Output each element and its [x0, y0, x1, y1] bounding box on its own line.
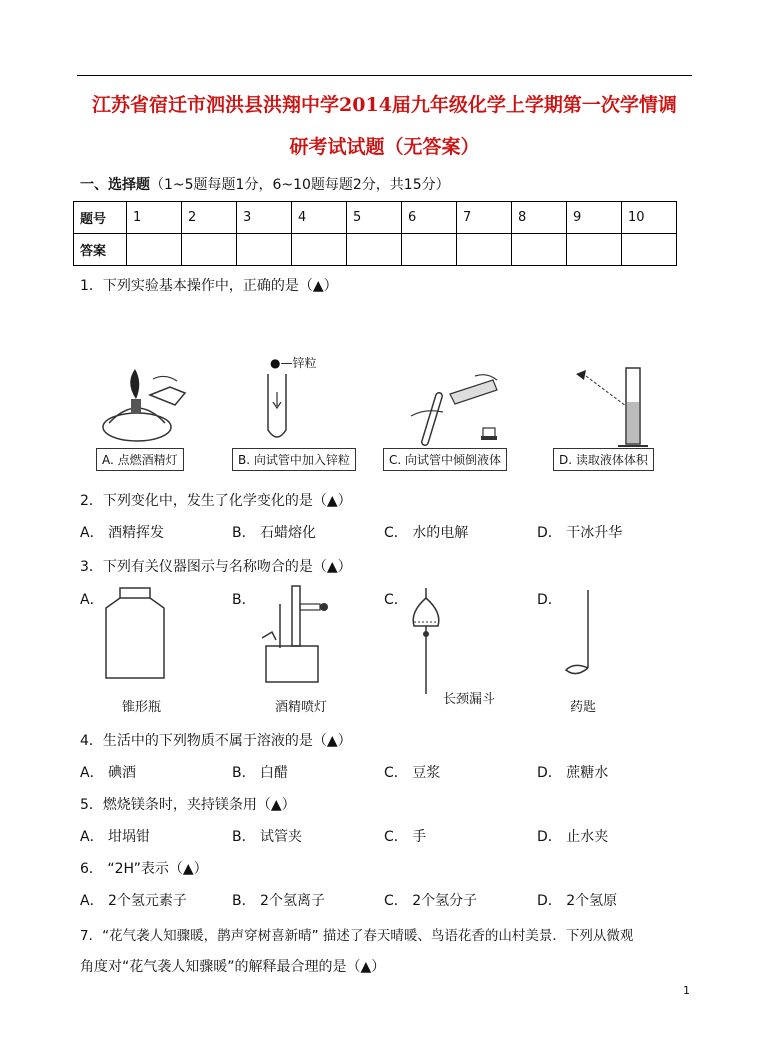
question-4-stem: 4．生活中的下列物质不属于溶液的是（▲）: [80, 733, 352, 749]
q3-name-a: 锥形瓶: [122, 700, 162, 715]
col-number: 7: [457, 202, 512, 234]
q3-letter-d: D．: [537, 592, 562, 608]
q2-option-d: D． 干冰升华: [537, 525, 623, 541]
answer-cell[interactable]: [567, 234, 622, 266]
question-7-stem-line-1: 7．“花气袭人知骤暖，鹊声穿树喜新晴” 描述了春天晴暖、鸟语花香的山村美景．下列从微观: [80, 928, 634, 944]
q4-option-b: B． 白醋: [232, 765, 289, 781]
q4-option-a: A． 碘酒: [80, 765, 137, 781]
test-tube-zinc-figure: [262, 372, 292, 444]
col-number: 3: [237, 202, 292, 234]
q4-option-d: D． 蔗糖水: [537, 765, 609, 781]
question-7-stem-line-2: 角度对“花气袭人知骤暖”的解释最合理的是（▲）: [80, 959, 386, 975]
zinc-label: ●—锌粒: [270, 356, 317, 370]
q3-name-d: 药匙: [570, 700, 597, 715]
question-6-stem: 6． “2H”表示（▲）: [80, 861, 208, 877]
col-number: 2: [182, 202, 237, 234]
q3-letter-b: B．: [232, 592, 256, 608]
alcohol-burner-figure: [258, 584, 334, 686]
col-number: 8: [512, 202, 567, 234]
answer-table: [73, 201, 677, 266]
pour-liquid-figure: [405, 372, 515, 450]
col-number: 5: [347, 202, 402, 234]
reagent-bottle-figure: [102, 586, 168, 682]
q6-option-a: A． 2个氢元素子: [80, 893, 187, 909]
col-number: 9: [567, 202, 622, 234]
section-heading-text: 一、选择题: [80, 177, 150, 193]
q2-option-b: B． 石蜡熔化: [232, 525, 317, 541]
answer-cell[interactable]: [127, 234, 182, 266]
q1-caption-a: A. 点燃酒精灯: [96, 448, 184, 471]
section-heading: [80, 174, 450, 194]
answer-cell[interactable]: [182, 234, 237, 266]
page-number: 1: [683, 984, 690, 997]
q1-caption-b: B. 向试管中加入锌粒: [232, 448, 356, 471]
q3-name-b: 酒精喷灯: [275, 700, 328, 715]
question-1-stem: 1．下列实验基本操作中，正确的是（▲）: [80, 278, 338, 294]
answer-cell[interactable]: [512, 234, 567, 266]
title-line-1: 江苏省宿迁市泗洪县洪翔中学2014届九年级化学上学期第一次学情调: [92, 94, 677, 116]
title-line-2: 研考试试题（无答案）: [289, 136, 480, 158]
read-volume-figure: [572, 362, 652, 450]
q4-option-c: C． 豆浆: [384, 765, 441, 781]
col-number: 1: [127, 202, 182, 234]
spoon-figure: [562, 588, 594, 680]
q6-option-b: B． 2个氢离子: [232, 893, 325, 909]
separatory-funnel-figure: [408, 586, 444, 698]
answer-cell[interactable]: [457, 234, 512, 266]
q5-option-c: C． 手: [384, 829, 427, 845]
q5-option-b: B． 试管夹: [232, 829, 303, 845]
table-row-numbers: [74, 202, 677, 234]
header-rule: [77, 75, 692, 76]
col-number: 6: [402, 202, 457, 234]
answer-cell[interactable]: [402, 234, 457, 266]
section-note: （1~5题每题1分，6~10题每题2分，共15分）: [150, 177, 450, 193]
row-label-number: 题号: [74, 202, 127, 234]
q5-option-d: D． 止水夹: [537, 829, 609, 845]
alcohol-lamp-figure: [95, 365, 205, 450]
q6-option-c: C． 2个氢分子: [384, 893, 478, 909]
q1-caption-d: D. 读取液体体积: [553, 448, 654, 471]
answer-cell[interactable]: [292, 234, 347, 266]
table-row-answers: [74, 234, 677, 266]
answer-cell[interactable]: [237, 234, 292, 266]
q3-letter-a: A．: [80, 592, 104, 608]
q3-letter-c: C．: [384, 592, 408, 608]
answer-cell[interactable]: [622, 234, 677, 266]
q2-option-c: C． 水的电解: [384, 525, 469, 541]
q2-option-a: A． 酒精挥发: [80, 525, 165, 541]
answer-cell[interactable]: [347, 234, 402, 266]
question-5-stem: 5．燃烧镁条时，夹持镁条用（▲）: [80, 797, 296, 813]
col-number: 10: [622, 202, 677, 234]
q3-name-c: 长颈漏斗: [443, 692, 496, 707]
col-number: 4: [292, 202, 347, 234]
question-3-stem: 3．下列有关仪器图示与名称吻合的是（▲）: [80, 559, 352, 575]
row-label-answer: 答案: [74, 234, 127, 266]
question-2-stem: 2．下列变化中，发生了化学变化的是（▲）: [80, 493, 352, 509]
q5-option-a: A． 坩埚钳: [80, 829, 151, 845]
q1-caption-c: C. 向试管中倾倒液体: [383, 448, 507, 471]
q6-option-d: D． 2个氢原: [537, 893, 618, 909]
